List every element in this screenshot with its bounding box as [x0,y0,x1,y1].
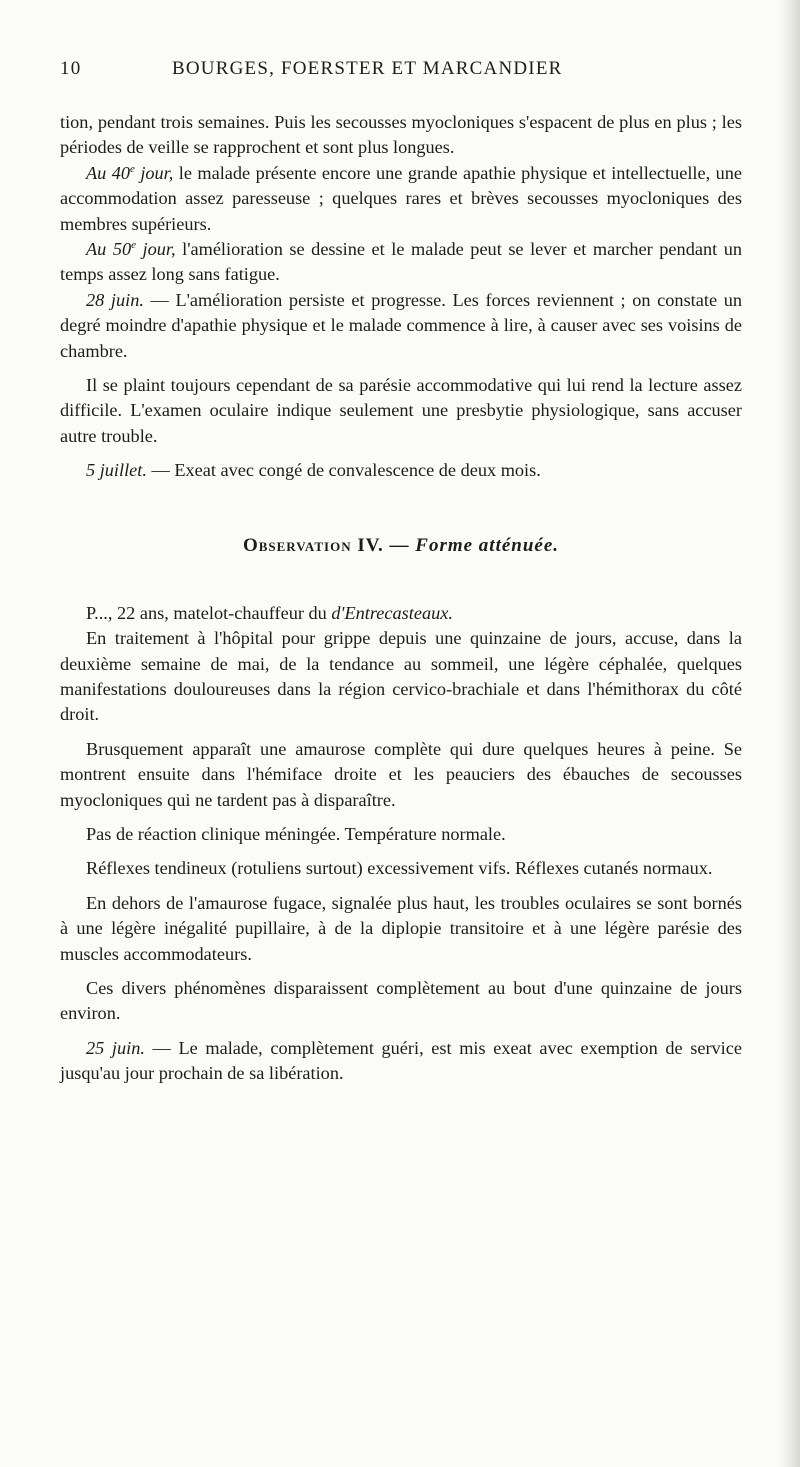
paragraph-day-40: Au 40e jour, le malade présente encore une grande apathie physique et intellectuelle, une accommodation assez paresseuse ; quelques rares et brèves secousses myocloniques des membres supérieurs. [60,162,742,234]
date-lead-28-june: 28 juin. [86,289,144,310]
paragraph-5-july: 5 juillet. — Exeat avec congé de convalescence de deux mois. [86,460,541,481]
paragraph-meningeal: Pas de réaction clinique méningée. Température normale. [86,823,506,844]
paragraph-paresis: Il se plaint toujours cependant de sa parésie accommodative qui lui rend la lecture assez difficile. L'examen oculaire indique seulement une presbytie physiologique, sans accuser autre trouble. [60,375,742,446]
date-lead-25-june: 25 juin. [86,1037,145,1058]
paragraph-history: En traitement à l'hôpital pour grippe depuis une quinzaine de jours, accuse, dans la deuxième semaine de mai, de la tendance au sommeil, une légère céphalée, quelques manifestations douloureuses dans la région cervico-brachiale et dans l'hémithorax du côté droit. [60,628,742,725]
title-spacer [60,559,742,601]
paragraph-patient: P..., 22 ans, matelot-chauffeur du d'Entrecasteaux. [86,602,453,623]
paragraph-recovery: Ces divers phénomènes disparaissent complètement au bout d'une quinzaine de jours environ. [60,977,742,1024]
paragraph-amaurosis: Brusquement apparaît une amaurose complète qui dure quelques heures à peine. Se montrent ensuite dans l'hémiface droite et les peauciers des ébauches de secousses myocloniques qui ne tardent pas à disparaître. [60,738,742,810]
body-text [60,110,742,1087]
ship-name: d'Entrecasteaux. [331,602,453,623]
paragraph-reflexes: Réflexes tendineux (rotuliens surtout) excessivement vifs. Réflexes cutanés normaux. [86,858,713,879]
section-spacer [60,484,742,533]
page-number: 10 [60,58,82,79]
paragraph-continuation: tion, pendant trois semaines. Puis les secousses myocloniques s'espacent de plus en plus ; les périodes de veille se rapprochent et sont plus longues. [60,112,742,158]
paragraph-28-june: 28 juin. — L'amélioration persiste et progresse. Les forces reviennent ; on constate un degré moindre d'apathie physique et le malade commence à lire, à causer avec ses voisins de chambre. [60,289,742,361]
page-header [60,58,740,86]
running-head: BOURGES, FOERSTER ET MARCANDIER [172,58,563,79]
section-title: Observation IV. — Forme atténuée. [242,534,560,556]
date-lead-day-50: Au 50e jour, [86,238,176,260]
paragraph-day-50: Au 50e jour, l'amélioration se dessine et le malade peut se lever et marcher pendant un temps assez long sans fatigue. [60,238,742,285]
date-lead-day-40: Au 40e jour, [86,162,174,183]
paragraph-25-june: 25 juin. — Le malade, complètement guéri, est mis exeat avec exemption de service jusqu'au jour prochain de sa libération. [60,1037,742,1084]
date-lead-5-july: 5 juillet. [86,460,147,481]
observation-number: Observation IV. [242,534,384,556]
paragraph-ocular: En dehors de l'amaurose fugace, signalée plus haut, les troubles oculaires se sont bornés à une légère inégalité pupillaire, à de la diplopie transitoire et à une légère parésie des muscles accommodateurs. [60,892,742,964]
page-edge-shadow [778,0,800,1467]
observation-subtitle: Forme atténuée. [415,534,560,556]
